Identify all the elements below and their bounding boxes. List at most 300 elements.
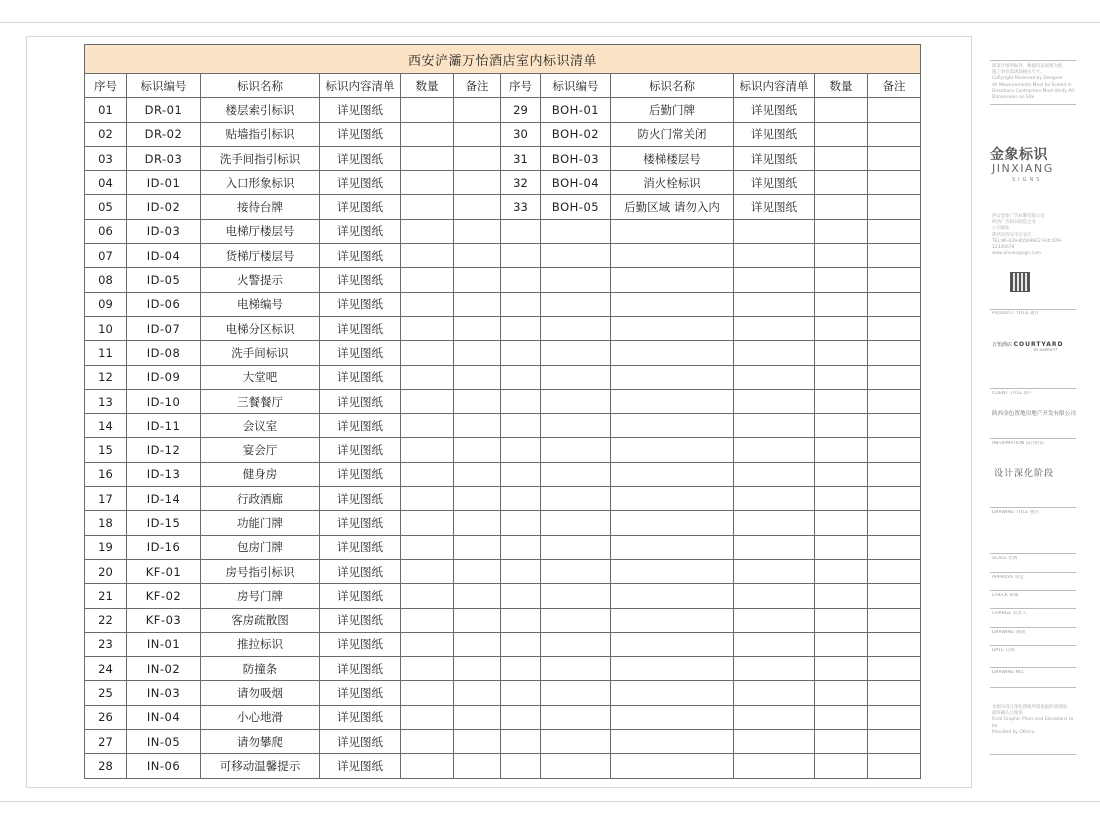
cell-remark	[454, 365, 501, 389]
table-row	[85, 98, 921, 122]
cell-name: 推拉标识	[201, 632, 320, 656]
cell-remark	[454, 705, 501, 729]
cell-no: 09	[85, 292, 127, 316]
cell-qty	[401, 389, 454, 413]
cell-qty	[401, 511, 454, 535]
table-row	[85, 389, 921, 413]
cell-code: BOH-05	[541, 195, 611, 219]
table-header-row	[85, 74, 921, 98]
cell-content: 详见图纸	[734, 195, 815, 219]
cell-name: 客房疏散图	[201, 608, 320, 632]
header-name: 标识名称	[201, 74, 320, 98]
cell-remark	[868, 559, 921, 583]
cell-remark	[868, 608, 921, 632]
cell-remark	[868, 730, 921, 754]
company-line: 陕西省西安市长安区	[992, 232, 1032, 238]
cell-name: 功能门牌	[201, 511, 320, 535]
cell-content	[734, 365, 815, 389]
tb-line	[990, 687, 1076, 688]
cell-remark	[454, 487, 501, 511]
cell-qty	[815, 195, 868, 219]
cell-qty	[401, 705, 454, 729]
cell-content	[734, 414, 815, 438]
cell-content: 详见图纸	[320, 171, 401, 195]
cell-no: 21	[85, 584, 127, 608]
cell-code: ID-07	[127, 316, 201, 340]
cell-remark	[454, 462, 501, 486]
cell-qty	[401, 438, 454, 462]
cell-no	[501, 681, 541, 705]
cell-code	[541, 414, 611, 438]
header-no: 序号	[85, 74, 127, 98]
cell-content: 详见图纸	[320, 341, 401, 365]
table-row	[85, 268, 921, 292]
cell-remark	[454, 754, 501, 778]
cell-code: BOH-04	[541, 171, 611, 195]
cell-content: 详见图纸	[320, 365, 401, 389]
cell-code: IN-01	[127, 632, 201, 656]
copyright-note	[992, 64, 1076, 101]
cell-qty	[815, 146, 868, 170]
cell-no: 14	[85, 414, 127, 438]
qr-code-icon	[1010, 272, 1030, 292]
cell-content	[734, 511, 815, 535]
cell-name: 电梯编号	[201, 292, 320, 316]
cell-name: 三餐餐厅	[201, 389, 320, 413]
note-line: Directions Contractors Must Verify All	[992, 88, 1074, 94]
cell-remark	[454, 511, 501, 535]
cell-name: 洗手间指引标识	[201, 146, 320, 170]
cell-no	[501, 414, 541, 438]
cell-remark	[454, 292, 501, 316]
cell-content	[734, 657, 815, 681]
table-row	[85, 657, 921, 681]
table-row	[85, 244, 921, 268]
cell-content: 详见图纸	[320, 438, 401, 462]
cell-qty	[401, 219, 454, 243]
cell-name: 后勤门牌	[611, 98, 734, 122]
cell-remark	[868, 754, 921, 778]
cell-content: 详见图纸	[320, 146, 401, 170]
cell-content: 详见图纸	[734, 98, 815, 122]
cell-no: 23	[85, 632, 127, 656]
cell-name: 楼层索引标识	[201, 98, 320, 122]
table-row	[85, 171, 921, 195]
company-line: 陕西广告标识制造企业	[992, 220, 1036, 226]
cell-remark	[454, 219, 501, 243]
cell-content	[734, 316, 815, 340]
company-logo-cn: 金象标识	[990, 147, 1048, 163]
cell-remark	[868, 292, 921, 316]
cell-qty	[815, 244, 868, 268]
cell-code	[541, 632, 611, 656]
signage-list-table	[84, 44, 921, 779]
client-label: CLIENT TITLE 客户	[992, 391, 1033, 396]
cell-remark	[868, 705, 921, 729]
cell-no: 18	[85, 511, 127, 535]
cell-code: KF-01	[127, 559, 201, 583]
cell-name: 贴墙指引标识	[201, 122, 320, 146]
cell-code	[541, 438, 611, 462]
cell-qty	[401, 365, 454, 389]
cell-content	[734, 389, 815, 413]
cell-content: 详见图纸	[734, 122, 815, 146]
table-row	[85, 705, 921, 729]
cell-no: 25	[85, 681, 127, 705]
cell-no: 10	[85, 316, 127, 340]
final-note	[992, 705, 1076, 736]
cell-no	[501, 730, 541, 754]
cell-qty	[401, 608, 454, 632]
cell-name: 防撞条	[201, 657, 320, 681]
cell-no	[501, 438, 541, 462]
cell-name	[611, 559, 734, 583]
cell-remark	[454, 438, 501, 462]
cell-remark	[868, 365, 921, 389]
cell-qty	[401, 632, 454, 656]
cell-name	[611, 389, 734, 413]
cell-remark	[868, 146, 921, 170]
cell-code	[541, 316, 611, 340]
cell-remark	[454, 559, 501, 583]
cell-name: 货梯厅楼层号	[201, 244, 320, 268]
cell-no	[501, 559, 541, 583]
cell-code: ID-04	[127, 244, 201, 268]
company-logo-en: JINXIANG	[992, 162, 1054, 175]
cell-remark	[454, 171, 501, 195]
drawing-label: DRAWING TITLE 图名	[992, 510, 1039, 515]
cell-no: 30	[501, 122, 541, 146]
cell-remark	[454, 535, 501, 559]
cell-code	[541, 584, 611, 608]
cell-name	[611, 365, 734, 389]
cell-code: ID-14	[127, 487, 201, 511]
cell-content	[734, 608, 815, 632]
cell-code: ID-06	[127, 292, 201, 316]
cell-content: 详见图纸	[320, 414, 401, 438]
cell-content: 详见图纸	[320, 754, 401, 778]
cell-qty	[401, 681, 454, 705]
cell-qty	[815, 608, 868, 632]
cell-code	[541, 657, 611, 681]
table-row	[85, 195, 921, 219]
company-line: www.jinxiangsign.com	[992, 251, 1041, 257]
table-body	[85, 98, 921, 778]
header-name-2: 标识名称	[611, 74, 734, 98]
cell-code: IN-04	[127, 705, 201, 729]
tb-line	[990, 608, 1076, 609]
info-label: INFORMATION 设计阶段	[992, 441, 1045, 446]
cell-qty	[815, 316, 868, 340]
cell-content: 详见图纸	[734, 171, 815, 195]
cell-qty	[401, 559, 454, 583]
cell-content: 详见图纸	[320, 316, 401, 340]
cell-content: 详见图纸	[320, 292, 401, 316]
cell-name	[611, 316, 734, 340]
cell-qty	[815, 414, 868, 438]
cell-qty	[815, 268, 868, 292]
cell-name: 火警提示	[201, 268, 320, 292]
tb-line	[990, 645, 1076, 646]
table-row	[85, 487, 921, 511]
final-note-line: Final Graphic Plans and Elevations to be	[992, 717, 1074, 729]
header-remark: 备注	[454, 74, 501, 98]
cell-no: 12	[85, 365, 127, 389]
cell-code	[541, 462, 611, 486]
cell-code: ID-11	[127, 414, 201, 438]
cell-content	[734, 681, 815, 705]
cell-name	[611, 632, 734, 656]
table-row	[85, 462, 921, 486]
table-row	[85, 341, 921, 365]
cell-qty	[401, 122, 454, 146]
cell-remark	[868, 195, 921, 219]
cell-no: 08	[85, 268, 127, 292]
cell-content	[734, 292, 815, 316]
table-row	[85, 219, 921, 243]
cell-no: 13	[85, 389, 127, 413]
cell-code	[541, 341, 611, 365]
cell-remark	[868, 219, 921, 243]
cell-remark	[454, 146, 501, 170]
cell-no: 15	[85, 438, 127, 462]
cell-no	[501, 632, 541, 656]
tb-top-line	[990, 60, 1076, 61]
cell-qty	[815, 462, 868, 486]
table-row	[85, 122, 921, 146]
cell-name: 包房门牌	[201, 535, 320, 559]
cell-no	[501, 389, 541, 413]
hotel-cn: 万怡酒店	[992, 342, 1013, 348]
cell-code	[541, 292, 611, 316]
cell-name	[611, 657, 734, 681]
cell-no: 27	[85, 730, 127, 754]
cell-content: 详见图纸	[734, 146, 815, 170]
cell-remark	[868, 657, 921, 681]
cell-code: BOH-03	[541, 146, 611, 170]
cell-qty	[815, 584, 868, 608]
cell-no: 16	[85, 462, 127, 486]
cell-content: 详见图纸	[320, 705, 401, 729]
cell-name	[611, 608, 734, 632]
cell-code	[541, 559, 611, 583]
cell-code: ID-15	[127, 511, 201, 535]
cell-name: 入口形象标识	[201, 171, 320, 195]
cell-content: 详见图纸	[320, 632, 401, 656]
cell-no: 26	[85, 705, 127, 729]
cell-qty	[401, 584, 454, 608]
cell-content	[734, 462, 815, 486]
cell-qty	[815, 292, 868, 316]
cell-qty	[401, 316, 454, 340]
cell-remark	[868, 244, 921, 268]
cell-qty	[401, 414, 454, 438]
cell-content: 详见图纸	[320, 608, 401, 632]
cell-name	[611, 681, 734, 705]
cell-content	[734, 219, 815, 243]
cell-code	[541, 608, 611, 632]
cell-name: 洗手间标识	[201, 341, 320, 365]
cell-name: 大堂吧	[201, 365, 320, 389]
cell-no: 19	[85, 535, 127, 559]
note-line: CoPyright Reserved by Designer	[992, 76, 1063, 82]
cell-name	[611, 438, 734, 462]
cell-content	[734, 535, 815, 559]
note-line: 除设计图所标外，数据均以现场为准，	[992, 64, 1067, 69]
tb-line	[990, 388, 1076, 389]
tb-line	[990, 590, 1076, 591]
cell-qty	[401, 146, 454, 170]
cell-remark	[454, 681, 501, 705]
cell-no: 05	[85, 195, 127, 219]
tb-line	[990, 438, 1076, 439]
design-stage: 设计深化阶段	[994, 469, 1055, 479]
cell-name	[611, 705, 734, 729]
cell-content: 详见图纸	[320, 195, 401, 219]
header-qty-2: 数量	[815, 74, 868, 98]
cell-remark	[868, 511, 921, 535]
cell-qty	[401, 171, 454, 195]
cell-no	[501, 316, 541, 340]
table-row	[85, 730, 921, 754]
cell-no: 32	[501, 171, 541, 195]
cell-no	[501, 705, 541, 729]
cell-qty	[815, 171, 868, 195]
cell-code: IN-05	[127, 730, 201, 754]
cell-no: 24	[85, 657, 127, 681]
cell-name	[611, 268, 734, 292]
cell-content: 详见图纸	[320, 681, 401, 705]
header-content-2: 标识内容清单	[734, 74, 815, 98]
cell-qty	[815, 341, 868, 365]
cell-qty	[815, 657, 868, 681]
cell-content: 详见图纸	[320, 657, 401, 681]
cell-name	[611, 414, 734, 438]
cell-code: ID-01	[127, 171, 201, 195]
cell-remark	[868, 122, 921, 146]
hotel-logo	[992, 341, 1063, 352]
cell-content: 详见图纸	[320, 122, 401, 146]
cell-remark	[454, 268, 501, 292]
page-rule-top	[0, 22, 1100, 23]
cell-code: DR-03	[127, 146, 201, 170]
cell-code: ID-02	[127, 195, 201, 219]
cell-name: 小心地滑	[201, 705, 320, 729]
cell-remark	[868, 462, 921, 486]
cell-content: 详见图纸	[320, 584, 401, 608]
cell-name	[611, 511, 734, 535]
table-row	[85, 146, 921, 170]
cell-no	[501, 219, 541, 243]
cell-remark	[454, 584, 501, 608]
cell-qty	[401, 292, 454, 316]
cell-remark	[454, 244, 501, 268]
cell-name	[611, 219, 734, 243]
cell-code: IN-02	[127, 657, 201, 681]
client-name: 陕西金色置地房地产开发有限公司	[992, 411, 1076, 417]
table-row	[85, 632, 921, 656]
cell-remark	[454, 632, 501, 656]
cell-name: 后勤区域 请勿入内	[611, 195, 734, 219]
cell-name: 房号门牌	[201, 584, 320, 608]
cell-remark	[454, 389, 501, 413]
cell-no: 28	[85, 754, 127, 778]
cell-content: 详见图纸	[320, 462, 401, 486]
cell-remark	[868, 487, 921, 511]
cell-name	[611, 292, 734, 316]
cell-qty	[815, 98, 868, 122]
cell-no: 22	[85, 608, 127, 632]
field-check: CHECK 审核	[992, 593, 1019, 598]
cell-code	[541, 487, 611, 511]
cell-qty	[815, 681, 868, 705]
cell-remark	[454, 122, 501, 146]
note-line: Dimensions on Site	[992, 95, 1035, 101]
cell-content: 详见图纸	[320, 244, 401, 268]
cell-name	[611, 244, 734, 268]
cell-content: 详见图纸	[320, 535, 401, 559]
cell-content: 详见图纸	[320, 511, 401, 535]
cell-qty	[815, 705, 868, 729]
table-row	[85, 535, 921, 559]
field-date: DATE 日期	[992, 648, 1015, 653]
header-code-2: 标识编号	[541, 74, 611, 98]
cell-code	[541, 389, 611, 413]
cell-remark	[868, 438, 921, 462]
tb-line	[990, 553, 1076, 554]
cell-no: 01	[85, 98, 127, 122]
cell-no: 17	[85, 487, 127, 511]
cell-qty	[815, 438, 868, 462]
tb-line	[990, 309, 1076, 310]
cell-qty	[401, 754, 454, 778]
cell-qty	[815, 559, 868, 583]
cell-content	[734, 584, 815, 608]
page-rule-bottom	[0, 801, 1100, 802]
company-info	[992, 214, 1076, 257]
cell-code	[541, 219, 611, 243]
cell-no: 04	[85, 171, 127, 195]
cell-no: 29	[501, 98, 541, 122]
cell-no	[501, 487, 541, 511]
cell-qty	[815, 754, 868, 778]
cell-code: KF-03	[127, 608, 201, 632]
cell-qty	[401, 487, 454, 511]
tb-line	[990, 627, 1076, 628]
cell-remark	[868, 171, 921, 195]
cell-qty	[815, 535, 868, 559]
hotel-en: COURTYARD	[1013, 341, 1064, 348]
cell-remark	[868, 414, 921, 438]
cell-remark	[868, 268, 921, 292]
cell-remark	[454, 657, 501, 681]
cell-remark	[868, 316, 921, 340]
table-row	[85, 681, 921, 705]
cell-code: ID-09	[127, 365, 201, 389]
cell-content	[734, 632, 815, 656]
cell-no	[501, 365, 541, 389]
cell-no: 33	[501, 195, 541, 219]
cell-name: 请勿吸烟	[201, 681, 320, 705]
cell-code: ID-05	[127, 268, 201, 292]
tb-line	[990, 667, 1076, 668]
cell-no: 07	[85, 244, 127, 268]
cell-qty	[401, 657, 454, 681]
cell-qty	[401, 341, 454, 365]
cell-code: ID-13	[127, 462, 201, 486]
cell-no	[501, 657, 541, 681]
cell-no	[501, 608, 541, 632]
